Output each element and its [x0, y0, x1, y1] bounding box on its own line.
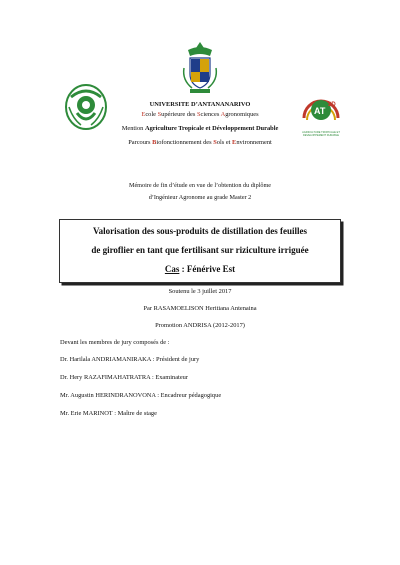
school-part-3: ciences: [200, 111, 221, 118]
mention-line: [0, 124, 400, 133]
jury-intro: Devant les membres de jury composés de :: [60, 339, 170, 346]
promotion: Promotion ANDRISA (2012-2017): [155, 322, 245, 329]
school-part-4: gronomiques: [225, 111, 259, 118]
thesis-title-line-2: de giroflier en tant que fertilisant sur riziculture irriguée: [91, 245, 309, 255]
svg-text:2D: 2D: [328, 102, 336, 108]
mention-name: Agriculture Tropicale et Développement Durable: [144, 125, 279, 132]
mention-logo-caption: AGRICULTURE TROPICALE ET DEVELOPPEMENT DURABLE: [302, 131, 340, 137]
school-initial-s2: S: [196, 111, 201, 118]
parcours-part-2: ols et: [216, 139, 233, 146]
jury-member: Mr. Augustin HERINDRANOVONA : Encadreur pédagogique: [60, 392, 222, 399]
school-part-1: cole: [145, 111, 158, 118]
memoire-line-1: Mémoire de fin d’étude en vue de l’obtention du diplôme: [128, 182, 272, 189]
svg-text:AT: AT: [314, 106, 326, 116]
case-label: Cas: [164, 264, 180, 274]
thesis-title: [60, 224, 340, 258]
thesis-title-line-1: Valorisation des sous-produits de distillation des feuilles: [92, 226, 308, 236]
school-initial-e: E: [141, 111, 146, 118]
parcours-part-1: iofonctionnement des: [156, 139, 214, 146]
jury-member: Dr. Harilala ANDRIAMANIRAKA : Président de jury: [60, 356, 200, 363]
jury-member: Dr. Hery RAZAFIMAHATRATRA : Examinateur: [60, 374, 188, 381]
parcours-initial-e: E: [232, 139, 237, 146]
school-initial-s1: S: [157, 111, 162, 118]
university-name: UNIVERSITE D’ANTANANARIVO: [149, 101, 251, 108]
memoire-line-2: d’Ingénieur Agronome au grade Master 2: [148, 194, 252, 201]
jury-member: Mr. Erie MARINOT : Maître de stage: [60, 410, 157, 417]
parcours-part-3: nvironnement: [236, 139, 272, 146]
school-initial-a: A: [220, 111, 226, 118]
parcours-initial-s: S: [213, 139, 217, 146]
university-emblem: [180, 40, 220, 96]
school-part-2: upérieure des: [161, 111, 197, 118]
defense-date: Soutenu le 3 juillet 2017: [168, 288, 232, 295]
parcours-initial-b: B: [152, 139, 157, 146]
case-value: : Fénérive Est: [179, 264, 236, 274]
parcours-prefix: Parcours: [128, 139, 153, 146]
school-name: [0, 110, 400, 119]
mention-prefix: Mention: [121, 125, 145, 132]
thesis-title-box: [59, 219, 341, 283]
case-study: [60, 264, 340, 274]
parcours-line: [0, 138, 400, 147]
author-name: Par RASAMOELISON Heritiana Antenaina: [143, 305, 257, 312]
